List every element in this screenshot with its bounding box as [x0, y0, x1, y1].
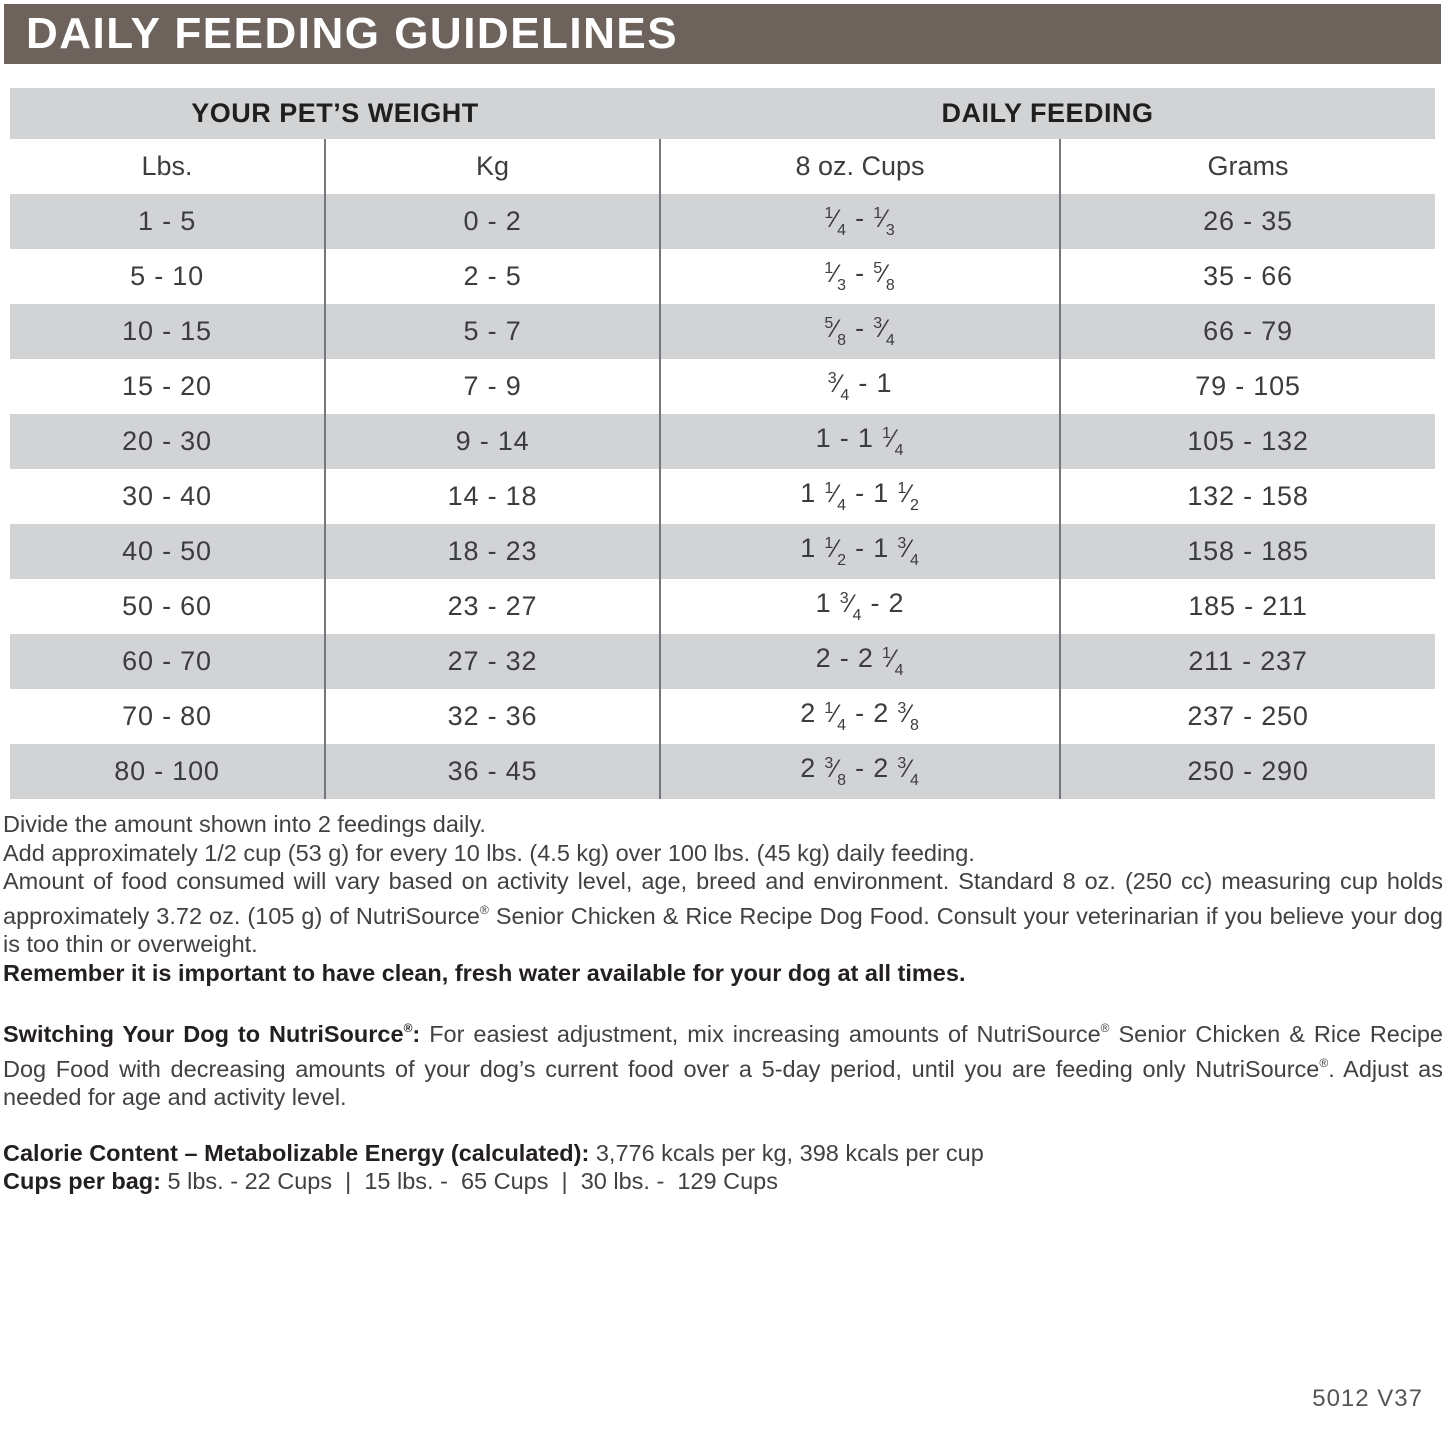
note-switching: Switching Your Dog to NutriSource®: For easiest adjustment, mix increasing amounts of NutriSource® Senior Chicken & Rice Recipe Dog Food with decreasing amounts of your dog’s current food over a 5-day period, until you are feeding only NutriSource®. Adjust as needed for age and activity level. — [3, 1021, 1443, 1110]
cell-cups: 1 $^1⁄_2 - 1$ $^3⁄_4$ — [660, 524, 1060, 579]
cell-cups: 1 - 1 $^1⁄_4$ — [660, 414, 1060, 469]
cell-grams: 237 - 250 — [1060, 689, 1435, 744]
feeding-table-body — [10, 194, 1435, 799]
cell-kg: 5 - 7 — [325, 304, 660, 359]
column-header-lbs: Lbs. — [10, 139, 325, 194]
cell-cups: 1 $^3⁄_4 - 2$ — [660, 579, 1060, 634]
table-row — [10, 249, 1435, 304]
note-add-half-cup: Add approximately 1/2 cup (53 g) for every 10 lbs. (4.5 kg) over 100 lbs. (45 kg) daily feeding. — [3, 839, 975, 866]
cell-lbs: 40 - 50 — [10, 524, 325, 579]
group-header-pet-weight: YOUR PET’S WEIGHT — [10, 88, 660, 139]
cell-grams: 66 - 79 — [1060, 304, 1435, 359]
cell-cups: 2 $^1⁄_4 - 2$ $^3⁄_8$ — [660, 689, 1060, 744]
cell-grams: 250 - 290 — [1060, 744, 1435, 799]
cell-lbs: 20 - 30 — [10, 414, 325, 469]
group-header-daily-feeding: DAILY FEEDING — [660, 88, 1435, 139]
cell-lbs: 10 - 15 — [10, 304, 325, 359]
cell-kg: 23 - 27 — [325, 579, 660, 634]
cell-grams: 26 - 35 — [1060, 194, 1435, 249]
cell-kg: 14 - 18 — [325, 469, 660, 524]
cell-lbs: 80 - 100 — [10, 744, 325, 799]
note-divide-feedings: Divide the amount shown into 2 feedings daily. — [3, 811, 486, 837]
note-fresh-water: Remember it is important to have clean, fresh water available for your dog at all times. — [3, 959, 966, 986]
cell-kg: 2 - 5 — [325, 249, 660, 304]
cell-grams: 79 - 105 — [1060, 359, 1435, 414]
table-row — [10, 469, 1435, 524]
table-row — [10, 579, 1435, 634]
title-banner — [4, 4, 1441, 64]
cell-lbs: 70 - 80 — [10, 689, 325, 744]
cell-grams: 158 - 185 — [1060, 524, 1435, 579]
table-row — [10, 359, 1435, 414]
table-column-header-row — [10, 139, 1435, 194]
cell-grams: 105 - 132 — [1060, 414, 1435, 469]
note-calorie-content: Calorie Content – Metabolizable Energy (calculated): 3,776 kcals per kg, 398 kcals per cup — [3, 1139, 984, 1166]
cell-cups: 1 $^1⁄_4 - 1$ $^1⁄_2$ — [660, 469, 1060, 524]
column-header-kg: Kg — [325, 139, 660, 194]
table-row — [10, 524, 1435, 579]
cell-kg: 36 - 45 — [325, 744, 660, 799]
page-title: DAILY FEEDING GUIDELINES — [26, 9, 679, 58]
note-amount-varies: Amount of food consumed will vary based on activity level, age, breed and environment. Standard 8 oz. (250 cc) measuring cup holds approximately 3.72 oz. (105 g) of NutriSource® Senior Chicken & Rice Recipe Dog Food. Consult your veterinarian if you believe your dog is too thin or overweight. — [3, 868, 1444, 957]
table-row — [10, 689, 1435, 744]
cell-kg: 32 - 36 — [325, 689, 660, 744]
table-row — [10, 634, 1435, 689]
cell-cups: $^5⁄_8$ - $^3⁄_4$ — [660, 304, 1060, 359]
table-row — [10, 304, 1435, 359]
cell-lbs: 5 - 10 — [10, 249, 325, 304]
cell-cups: $^3⁄_4 - 1$ — [660, 359, 1060, 414]
label-code: 5012 V37 — [1312, 1385, 1423, 1412]
cell-lbs: 30 - 40 — [10, 469, 325, 524]
column-header-grams: Grams — [1060, 139, 1435, 194]
cell-lbs: 50 - 60 — [10, 579, 325, 634]
cell-lbs: 15 - 20 — [10, 359, 325, 414]
notes-section — [3, 810, 1443, 1196]
note-cups-per-bag: Cups per bag: 5 lbs. - 22 Cups | 15 lbs. - 65 Cups | 30 lbs. - 129 Cups — [3, 1168, 778, 1194]
cell-kg: 7 - 9 — [325, 359, 660, 414]
cell-cups: 2 - 2 $^1⁄_4$ — [660, 634, 1060, 689]
cell-kg: 0 - 2 — [325, 194, 660, 249]
cell-lbs: 1 - 5 — [10, 194, 325, 249]
cell-grams: 185 - 211 — [1060, 579, 1435, 634]
cell-grams: 35 - 66 — [1060, 249, 1435, 304]
table-row — [10, 194, 1435, 249]
cell-kg: 27 - 32 — [325, 634, 660, 689]
table-group-header-row — [10, 88, 1435, 139]
cell-kg: 9 - 14 — [325, 414, 660, 469]
cell-cups: $^1⁄_3$ - $^5⁄_8$ — [660, 249, 1060, 304]
table-row — [10, 414, 1435, 469]
feeding-table — [10, 88, 1435, 799]
cell-kg: 18 - 23 — [325, 524, 660, 579]
cell-grams: 211 - 237 — [1060, 634, 1435, 689]
feeding-guidelines-table-wrap — [10, 88, 1435, 799]
cell-cups: $^1⁄_4$ - $^1⁄_3$ — [660, 194, 1060, 249]
column-header-cups: 8 oz. Cups — [660, 139, 1060, 194]
cell-cups: 2 $^3⁄_8 - 2$ $^3⁄_4$ — [660, 744, 1060, 799]
cell-grams: 132 - 158 — [1060, 469, 1435, 524]
table-row — [10, 744, 1435, 799]
cell-lbs: 60 - 70 — [10, 634, 325, 689]
